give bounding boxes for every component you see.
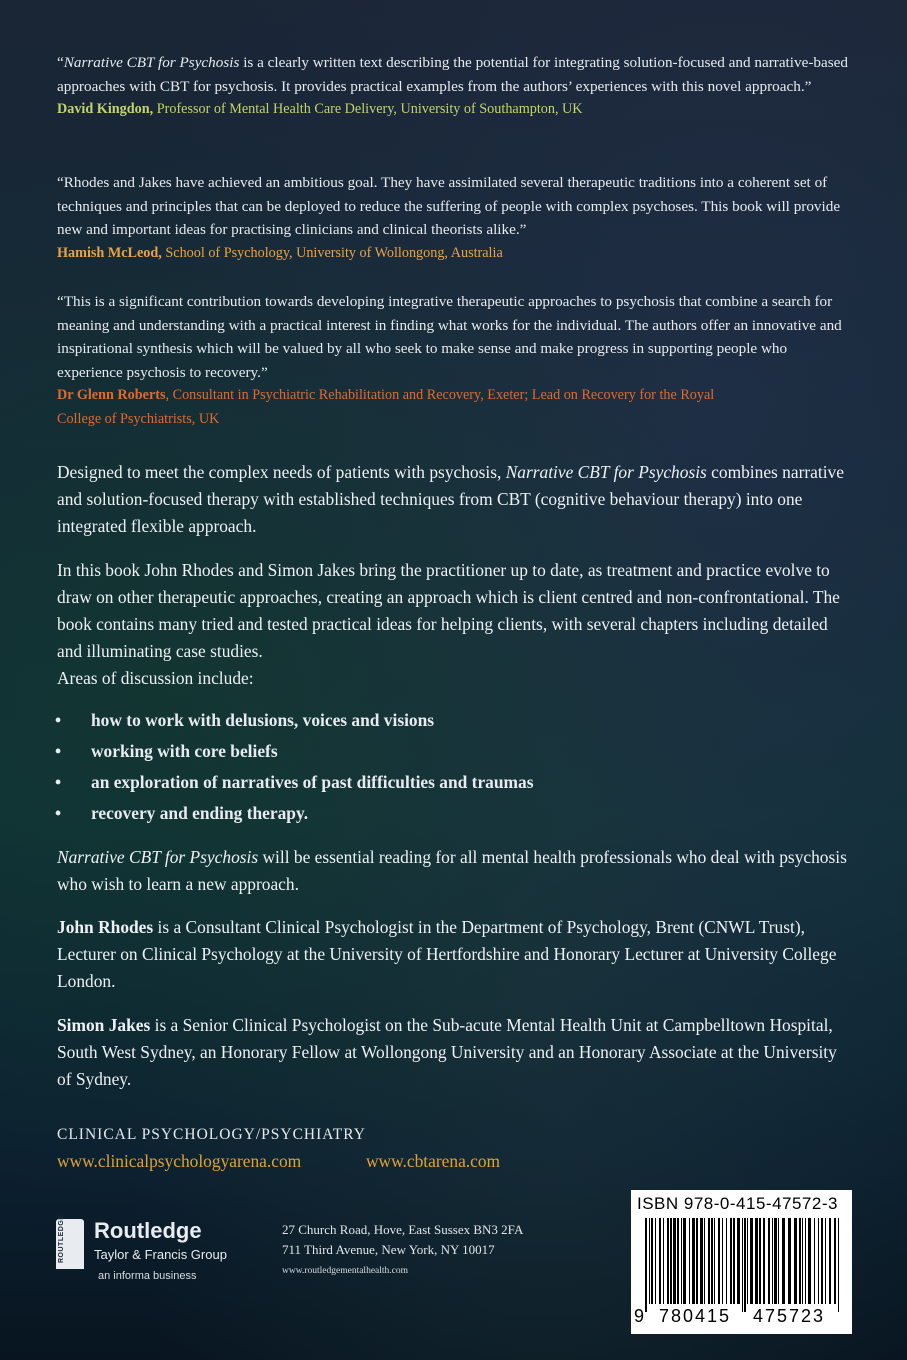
quote-1-attribution: David Kingdon, Professor of Mental Health Care Delivery, University of Southampton, UK [57, 101, 583, 117]
discussion-list [57, 705, 847, 829]
website-link-2[interactable]: www.cbtarena.com [366, 1151, 501, 1171]
author-bio-jakes: Simon Jakes is a Senior Clinical Psychologist on the Sub-acute Mental Health Unit at Campbelltown Hospital, South West Sydney, an Honorary Fellow at Wollongong University and an Honorary Associate at the University of Sydney. [57, 1015, 837, 1089]
publisher-tagline: an informa business [98, 1270, 197, 1282]
barcode-right-digits: 475723 [753, 1306, 826, 1326]
isbn-barcode [631, 1190, 852, 1334]
barcode-left-digits: 780415 [659, 1306, 732, 1326]
barcode-icon [645, 1218, 845, 1312]
bullet-icon: • [55, 772, 62, 792]
isbn-number: ISBN 978-0-415-47572-3 [637, 1194, 838, 1213]
quote-1-text: “Narrative CBT for Psychosis is a clearly written text describing the potential for integrating solution-focused and narrative-based approaches with CBT for psychosis. It provides practical examples from the authors’ experiences with this novel approach.” [57, 54, 848, 95]
review-quote-2 [57, 171, 863, 265]
list-item: • working with core beliefs [57, 736, 847, 767]
publisher-address-1: 27 Church Road, Hove, East Sussex BN3 2FA [282, 1222, 524, 1237]
quote-1-reviewer: David Kingdon, [57, 101, 154, 117]
publisher-logo [56, 1216, 246, 1286]
publisher-group: Taylor & Francis Group [94, 1247, 227, 1262]
book-title: Narrative CBT for Psychosis [57, 847, 259, 867]
bullet-icon: • [55, 741, 62, 761]
author-bio-rhodes: John Rhodes is a Consultant Clinical Psychologist in the Department of Psychology, Brent (CNWL Trust), Lecturer on Clinical Psychology at the University of Hertfordshire and Honorary Lecturer at University College London. [57, 917, 837, 991]
book-title: Narrative CBT for Psychosis [505, 462, 707, 482]
quote-3-attribution: Dr Glenn Roberts, Consultant in Psychiatric Rehabilitation and Recovery, Exeter; Lead on Recovery for the Royal College of Psychiatrists, UK [57, 387, 715, 427]
review-quote-3 [57, 290, 847, 431]
routledge-side-text: ROUTLEDGE [58, 1214, 65, 1263]
routledge-r-icon [56, 1214, 84, 1269]
list-item: • how to work with delusions, voices and visions [57, 705, 847, 736]
description-paragraph-3: Narrative CBT for Psychosis will be essential reading for all mental health professionals who deal with psychosis who wish to learn a new approach. [57, 847, 847, 894]
subject-category: CLINICAL PSYCHOLOGY/PSYCHIATRY [57, 1126, 366, 1143]
website-link-1[interactable]: www.clinicalpsychologyarena.com [57, 1151, 302, 1171]
bullet-icon: • [55, 710, 62, 730]
publisher-address-2: 711 Third Avenue, New York, NY 10017 [282, 1242, 495, 1257]
barcode-lead-digit: 9 [634, 1306, 645, 1326]
author-name: Simon Jakes [57, 1015, 151, 1035]
description-paragraph-1: Designed to meet the complex needs of patients with psychosis, Narrative CBT for Psychosis combines narrative and solution-focused therapy with established techniques from CBT (cognitive behaviour therapy) into one integrated flexible approach. [57, 462, 844, 536]
author-name: John Rhodes [57, 917, 154, 937]
publisher-name: Routledge [94, 1218, 202, 1243]
discussion-intro: Areas of discussion include: [57, 668, 254, 688]
quote-1-book-title: Narrative CBT for Psychosis [63, 54, 240, 71]
bullet-icon: • [55, 803, 62, 823]
publisher-website[interactable]: www.routledgementalhealth.com [282, 1266, 409, 1276]
review-quote-1 [57, 51, 857, 122]
quote-2-text: “Rhodes and Jakes have achieved an ambitious goal. They have assimilated several therapeutic traditions into a coherent set of techniques and principles that can be deployed to reduce the suffering of people with complex psychoses. This book will provide new and important ideas for practising clinicians and clinical theorists alike.” [57, 174, 841, 238]
quote-3-text: “This is a significant contribution towards developing integrative therapeutic approaches to psychosis that combine a search for meaning and understanding with a practical interest in finding what works for the individual. The authors offer an innovative and inspirational synthesis which will be valued by all who seek to make sense and make progress in supporting people who experience psychosis to recovery.” [57, 293, 842, 381]
quote-2-reviewer: Hamish McLeod, [57, 244, 162, 261]
quote-2-attribution: Hamish McLeod, School of Psychology, University of Wollongong, Australia [57, 244, 503, 261]
list-item: • an exploration of narratives of past difficulties and traumas [57, 767, 847, 798]
list-item: • recovery and ending therapy. [57, 798, 847, 829]
quote-3-reviewer: Dr Glenn Roberts [57, 387, 166, 403]
description-paragraph-2: In this book John Rhodes and Simon Jakes bring the practitioner up to date, as treatment and practice evolve to draw on other therapeutic approaches, creating an approach which is client centred and non-confrontational. The book contains many tried and tested practical ideas for helping clients, with several chapters including detailed and illuminating case studies. Areas of discussion include: [57, 557, 857, 692]
